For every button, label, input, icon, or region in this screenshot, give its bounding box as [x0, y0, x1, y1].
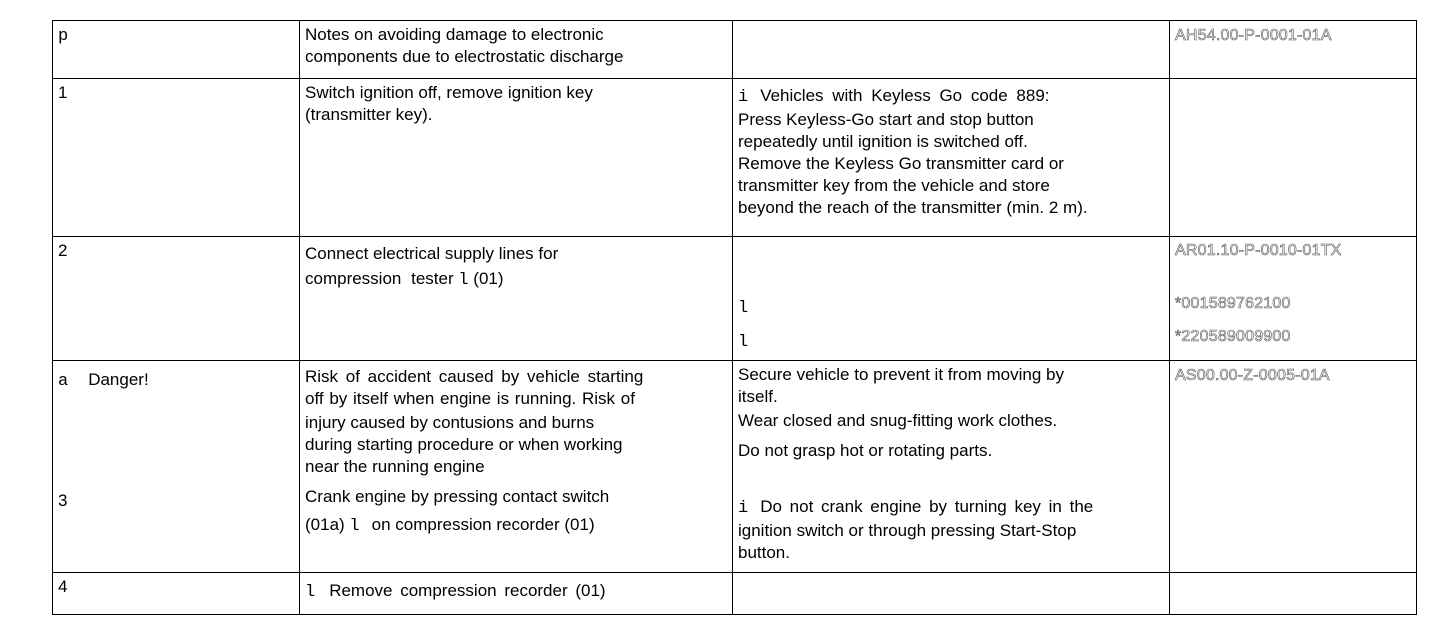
tool-bullet-icon: l [349, 517, 360, 536]
action-text: Crank engine by pressing contact switch [305, 487, 610, 506]
tool-number[interactable]: *220589009900 [1175, 328, 1291, 345]
note-text: button. [738, 543, 790, 562]
note-text: Secure vehicle to prevent it from moving by [738, 365, 1064, 384]
action-cell [300, 237, 733, 361]
tool-bullet-icon: l [458, 271, 469, 290]
table-row [53, 21, 1417, 79]
warning-text: near the running engine [305, 457, 485, 476]
step-number: 1 [58, 83, 68, 102]
danger-label: Danger! [88, 370, 149, 389]
warning-text: Risk of accident caused by vehicle starting [305, 367, 644, 386]
note-text: itself. [738, 387, 778, 406]
note-text: ignition switch or through pressing Start-Stop [738, 521, 1077, 540]
tool-bullet-icon: l [738, 299, 749, 318]
reference-cell [1170, 21, 1417, 79]
table-row [53, 573, 1417, 615]
step-cell [53, 361, 300, 573]
note-text: repeatedly until ignition is switched off. [738, 132, 1028, 151]
note-text: Wear closed and snug-fitting work clothes. [738, 411, 1058, 430]
action-text: Switch ignition off, remove ignition key [305, 83, 593, 102]
procedure-table [52, 20, 1417, 615]
reference-cell [1170, 79, 1417, 237]
step-cell [53, 573, 300, 615]
action-text: (transmitter key). [305, 105, 433, 124]
step-number: 2 [58, 241, 68, 260]
note-text: transmitter key from the vehicle and store [738, 176, 1050, 195]
table-row [53, 361, 1417, 573]
reference-link[interactable]: AH54.00-P-0001-01A [1175, 27, 1332, 44]
notes-cell [733, 361, 1170, 573]
info-icon: i [738, 88, 749, 107]
action-text: Connect electrical supply lines for [305, 244, 559, 263]
action-text: Remove compression recorder (01) [329, 581, 606, 600]
action-text: components due to electrostatic discharge [305, 47, 624, 66]
step-number: 3 [58, 491, 68, 510]
warning-text: off by itself when engine is running. Risk of [305, 389, 635, 408]
info-icon: i [738, 499, 749, 518]
action-cell [300, 573, 733, 615]
action-text: (01) [473, 269, 504, 288]
notes-cell [733, 573, 1170, 615]
action-cell [300, 21, 733, 79]
note-text: Do not grasp hot or rotating parts. [738, 441, 993, 460]
reference-cell [1170, 573, 1417, 615]
step-cell [53, 237, 300, 361]
step-number: 4 [58, 577, 68, 596]
action-cell [300, 361, 733, 573]
action-cell [300, 79, 733, 237]
reference-link[interactable]: AR01.10-P-0010-01TX [1175, 242, 1342, 259]
table-row [53, 79, 1417, 237]
note-text: Do not crank engine by turning key in the [760, 497, 1094, 516]
note-text: Remove the Keyless Go transmitter card or [738, 154, 1064, 173]
reference-cell [1170, 361, 1417, 573]
notes-cell [733, 79, 1170, 237]
step-cell [53, 79, 300, 237]
table-row [53, 237, 1417, 361]
tool-bullet-icon: l [305, 583, 316, 602]
step-cell [53, 21, 300, 79]
warning-text: during starting procedure or when working [305, 435, 623, 454]
warning-text: injury caused by contusions and burns [305, 413, 595, 432]
action-text: Notes on avoiding damage to electronic [305, 25, 604, 44]
note-text: Vehicles with Keyless Go code 889: [760, 86, 1050, 105]
action-text: compression tester [305, 269, 454, 288]
note-text: Press Keyless-Go start and stop button [738, 110, 1034, 129]
action-text: on compression recorder (01) [371, 515, 595, 534]
reference-link[interactable]: AS00.00-Z-0005-01A [1175, 367, 1330, 384]
step-symbol: p [58, 27, 69, 46]
note-text: beyond the reach of the transmitter (min. 2 m). [738, 198, 1088, 217]
notes-cell [733, 237, 1170, 361]
danger-symbol: a [58, 372, 69, 391]
reference-cell [1170, 237, 1417, 361]
notes-cell [733, 21, 1170, 79]
action-text: (01a) [305, 515, 345, 534]
tool-bullet-icon: l [738, 333, 749, 352]
tool-number[interactable]: *001589762100 [1175, 295, 1291, 312]
